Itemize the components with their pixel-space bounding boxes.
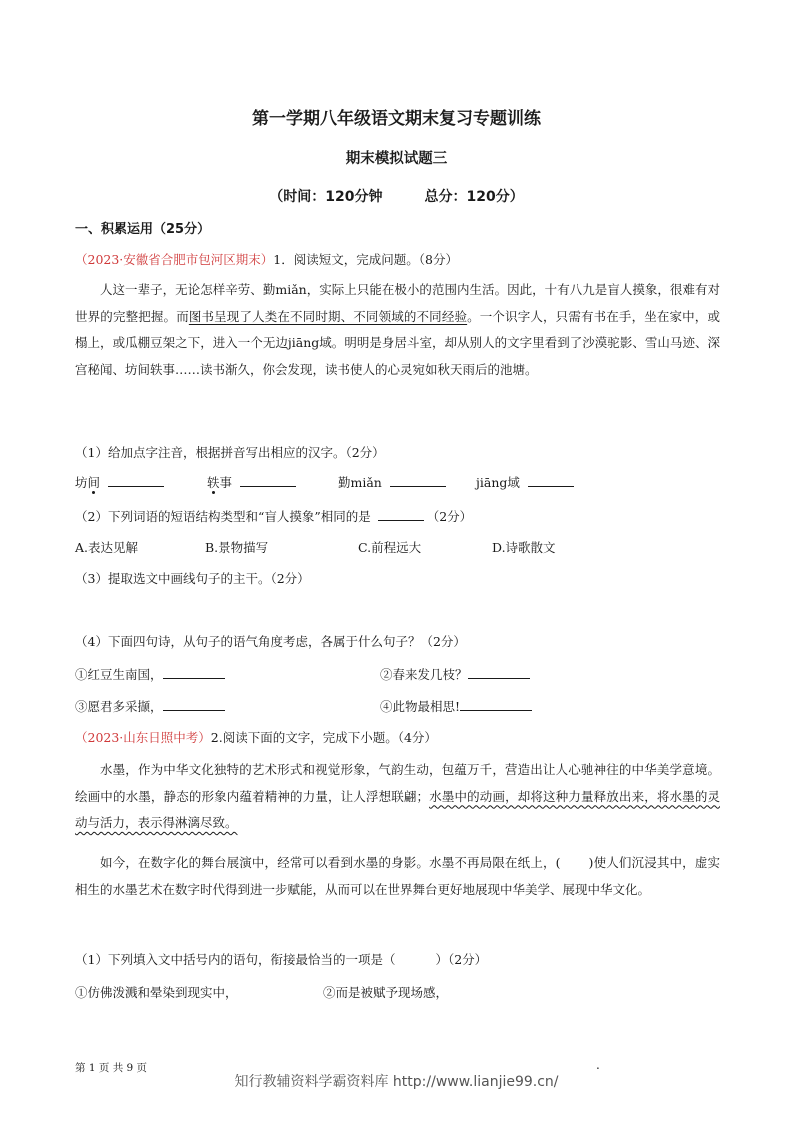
wavy-underlined-sentence: 水墨中的动画，却将这种力量释放出来，将水墨的灵动与活力，表示得淋漓尽致。 bbox=[75, 788, 720, 830]
answer-blank[interactable] bbox=[528, 472, 574, 487]
option-a: A.表达见解 bbox=[75, 540, 139, 555]
fill-label: jiāng域 bbox=[476, 475, 520, 490]
option-c: C.前程远大 bbox=[358, 540, 422, 555]
question-source: （2023·山东日照中考） bbox=[75, 730, 211, 745]
poem-line-3 bbox=[75, 696, 225, 715]
question-2-header bbox=[75, 728, 437, 746]
fill-blank-qinmian bbox=[338, 472, 446, 491]
dotted-char: 轶 bbox=[207, 475, 220, 490]
poem-text: ③愿君多采撷， bbox=[75, 699, 163, 714]
answer-blank[interactable] bbox=[108, 472, 164, 487]
sub-question-1-3: （3）提取选文中画线句子的主干。（2分） bbox=[75, 571, 310, 586]
answer-blank[interactable] bbox=[163, 696, 225, 711]
passage-text: )使人们沉浸其中，虚实相生的水墨艺术在数字时代得到进一步赋能，从而可以在世界舞台更好地展现中华美学、展现中华文化。 bbox=[75, 855, 720, 897]
answer-blank[interactable] bbox=[240, 472, 296, 487]
question-1-header bbox=[75, 250, 458, 268]
reading-passage-2-para-2 bbox=[75, 850, 720, 903]
page-title: 第一学期八年级语文期末复习专题训练 bbox=[252, 109, 541, 129]
question-stem: 2.阅读下面的文字，完成下小题。（4分） bbox=[210, 730, 437, 745]
poem-line-2 bbox=[380, 664, 530, 683]
reading-passage-1 bbox=[75, 277, 720, 383]
question-score: （2分） bbox=[426, 509, 473, 524]
sub-question-1-4: （4）下面四句诗，从句子的语气角度考虑，各属于什么句子？（2分） bbox=[75, 634, 466, 649]
poem-line-1 bbox=[75, 664, 225, 683]
fill-label: 坊 bbox=[75, 475, 88, 490]
section-heading: 一、积累运用（25分） bbox=[75, 222, 211, 237]
answer-blank[interactable] bbox=[460, 696, 532, 711]
passage-text: 。一个识字人，只需有书在手，坐在家中，或榻上，或瓜棚豆架之下，进入一个无边jiāng域。明明是身居斗室，却从别人的文字里看到了沙漠驼影、雪山马迹、深宫秘闻、坊间轶事……读书渐久，你会发现，读书使人的心灵宛如秋天雨后的池塘。 bbox=[75, 308, 720, 377]
answer-blank[interactable] bbox=[468, 664, 530, 679]
question-score: ）（2分） bbox=[435, 952, 488, 967]
page-number: 第 1 页 共 9 页 bbox=[75, 1062, 148, 1074]
footer-dot: . bbox=[596, 1058, 600, 1072]
question-source: （2023·安徽省合肥市包河区期末） bbox=[75, 252, 274, 267]
sub-question-1-1: （1）给加点字注音，根据拼音写出相应的汉字。（2分） bbox=[75, 445, 385, 460]
fill-blank-fangjian bbox=[75, 472, 164, 491]
footer-watermark-site: 知行教辅资料学霸资料库 http://www.lianjie99.cn/ bbox=[234, 1074, 559, 1090]
sub-question-2-1 bbox=[75, 950, 487, 968]
dotted-char: 间 bbox=[87, 475, 101, 490]
underlined-sentence: 图书呈现了人类在不同时期、不同领域的不同经验 bbox=[188, 308, 468, 324]
fill-label: 勤miǎn bbox=[338, 475, 382, 490]
passage-text: 如今，在数字化的舞台展演中，经常可以看到水墨的身影。水墨不再局限在纸上，( bbox=[100, 855, 561, 870]
question-text: （2）下列词语的短语结构类型和“盲人摸象”相同的是 bbox=[75, 509, 371, 524]
question-text: （1）下列填入文中括号内的语句，衔接最恰当的一项是（ bbox=[75, 952, 396, 967]
answer-blank[interactable] bbox=[163, 664, 225, 679]
choice-2: ②而是被赋予现场感， bbox=[323, 985, 449, 1000]
page-subtitle: 期末模拟试题三 bbox=[345, 151, 448, 167]
sub-question-1-2 bbox=[75, 506, 472, 525]
question-stem: 1．阅读短文，完成问题。（8分） bbox=[273, 252, 458, 267]
poem-text: ①红豆生南国， bbox=[75, 667, 163, 682]
exam-time-info: （时间：120分钟 总分：120分） bbox=[269, 189, 524, 205]
choice-1: ①仿佛泼溅和晕染到现实中， bbox=[75, 985, 238, 1000]
fill-blank-yishi bbox=[207, 472, 296, 491]
answer-blank[interactable] bbox=[390, 472, 446, 487]
reading-passage-2-para-1 bbox=[75, 757, 720, 837]
answer-blank[interactable] bbox=[378, 506, 424, 521]
passage-text: 水墨，作为中华文化独特的艺术形式和视觉形象，气韵生动，包蕴万千，营造出让人心驰神往的中华美学意境。绘画中的水墨，静态的形象内蕴着精神的力量，让人浮想联翩； bbox=[75, 762, 720, 804]
option-b: B.景物描写 bbox=[205, 540, 269, 555]
poem-line-4 bbox=[380, 696, 532, 715]
option-d: D.诗歌散文 bbox=[492, 540, 556, 555]
poem-text: ④此物最相思! bbox=[380, 699, 461, 714]
fill-blank-jiangyu bbox=[476, 472, 574, 491]
fill-label: 事 bbox=[219, 475, 233, 490]
poem-text: ②春来发几枝？ bbox=[380, 667, 468, 682]
passage-text: 人这一辈子，无论怎样辛劳、勤miǎn，实际上只能在极小的范围内生活。因此，十有八九是盲人摸象，很难有对世界的完整把握。而 bbox=[75, 282, 720, 324]
